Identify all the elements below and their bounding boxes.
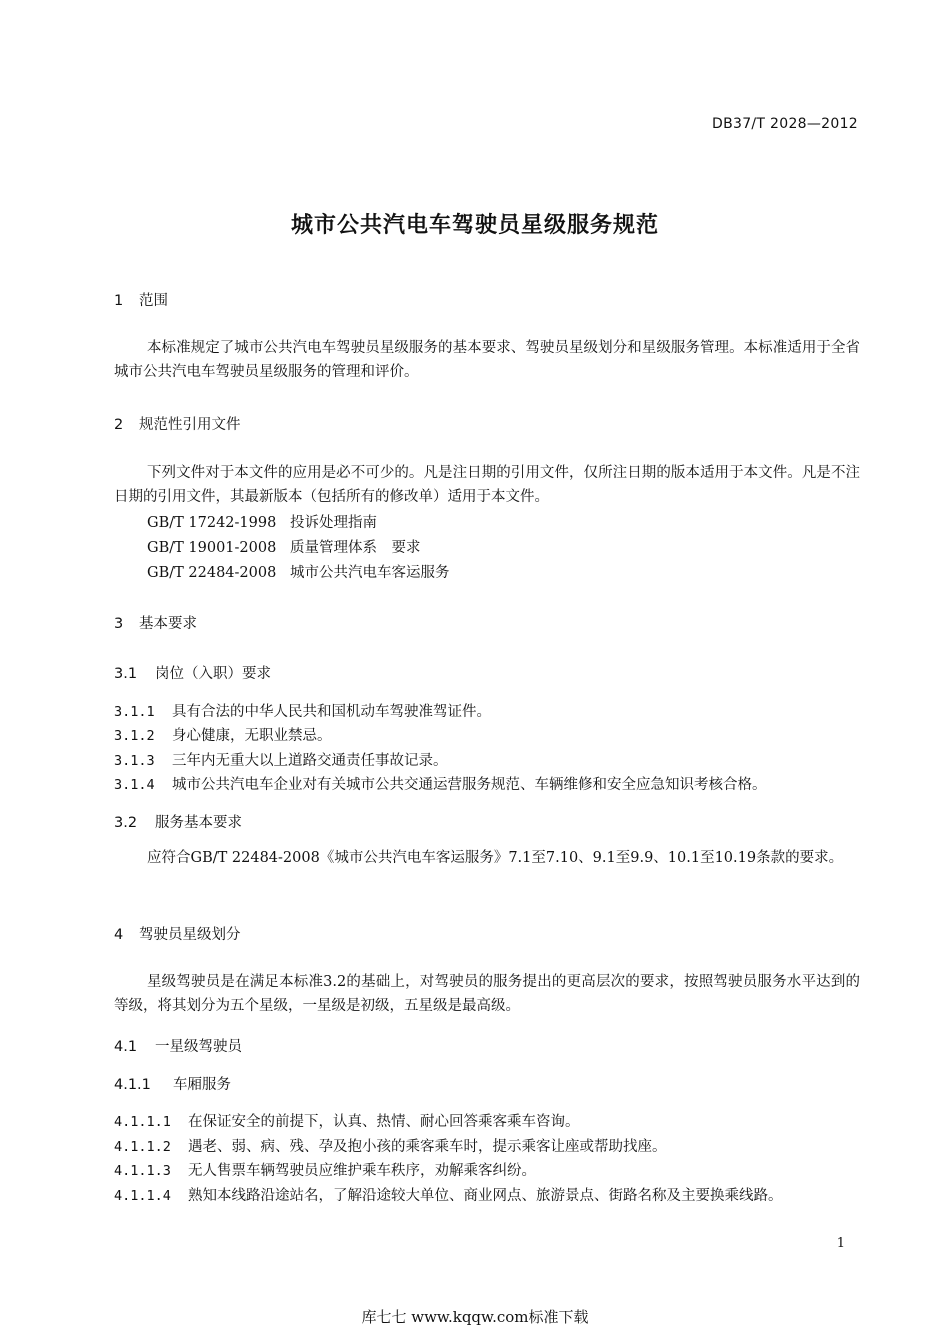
section-1-title: 范围 [139, 293, 168, 309]
section-3-1-title: 岗位（入职）要求 [155, 666, 271, 682]
clause-number: 4.1.1.3 [114, 1163, 171, 1179]
section-3-1-number: 3.1 [114, 666, 138, 682]
section-3-number: 3 [114, 616, 124, 632]
clause-number: 4.1.1.2 [114, 1139, 171, 1155]
clause-number: 4.1.1.1 [114, 1114, 171, 1130]
clause-text: 熟知本线路沿途站名，了解沿途较大单位、商业网点、旅游景点、街路名称及主要换乘线路。 [188, 1188, 783, 1204]
clause-item [114, 1184, 783, 1205]
section-1-paragraph: 本标准规定了城市公共汽电车驾驶员星级服务的基本要求、驾驶员星级划分和星级服务管理。本标准适用于全省城市公共汽电车驾驶员星级服务的管理和评价。 [114, 340, 860, 380]
clause-text: 三年内无重大以上道路交通责任事故记录。 [172, 753, 448, 769]
clause-item [114, 749, 448, 770]
clause-text: 身心健康，无职业禁忌。 [172, 728, 332, 744]
clause-text: 城市公共汽电车企业对有关城市公共交通运营服务规范、车辆维修和安全应急知识考核合格。 [172, 777, 767, 793]
section-4-title: 驾驶员星级划分 [139, 927, 241, 943]
reference-item [147, 536, 421, 557]
clause-number: 3.1.2 [114, 728, 155, 744]
section-4-1-1-heading [114, 1073, 231, 1094]
clause-item [114, 1135, 667, 1156]
section-3-heading [114, 612, 197, 633]
reference-title: 城市公共汽电车客运服务 [290, 565, 450, 581]
standard-code: DB37/T 2028—2012 [712, 116, 858, 132]
clause-item [114, 773, 767, 794]
section-3-1-heading [114, 662, 271, 683]
section-3-2-number: 3.2 [114, 815, 138, 831]
reference-code: GB/T 19001-2008 [147, 540, 277, 556]
clause-item [114, 724, 332, 745]
section-3-2-heading [114, 811, 242, 832]
clause-text: 在保证安全的前提下，认真、热情、耐心回答乘客乘车咨询。 [188, 1114, 580, 1130]
section-2-paragraph: 下列文件对于本文件的应用是必不可少的。凡是注日期的引用文件，仅所注日期的版本适用于本文件。凡是不注日期的引用文件，其最新版本（包括所有的修改单）适用于本文件。 [114, 465, 860, 505]
section-4-1-title: 一星级驾驶员 [155, 1039, 242, 1055]
clause-item [114, 1110, 580, 1131]
page-number: 1 [836, 1236, 845, 1251]
clause-number: 3.1.1 [114, 704, 155, 720]
section-3-2-title: 服务基本要求 [155, 815, 242, 831]
section-4-1-heading [114, 1035, 242, 1056]
section-3-2-paragraph: 应符合GB/T 22484-2008《城市公共汽电车客运服务》7.1至7.10、9.1至9.9、10.1至10.19条款的要求。 [147, 850, 844, 866]
section-4-1-number: 4.1 [114, 1039, 138, 1055]
section-2-number: 2 [114, 417, 124, 433]
clause-number: 3.1.4 [114, 777, 155, 793]
section-2-title: 规范性引用文件 [139, 417, 241, 433]
reference-code: GB/T 17242-1998 [147, 515, 277, 531]
section-4-number: 4 [114, 927, 124, 943]
reference-title: 质量管理体系 要求 [290, 540, 421, 556]
section-4-1-1-title: 车厢服务 [173, 1077, 231, 1093]
clause-text: 遇老、弱、病、残、孕及抱小孩的乘客乘车时，提示乘客让座或帮助找座。 [188, 1139, 667, 1155]
reference-code: GB/T 22484-2008 [147, 565, 277, 581]
footer-watermark: 库七七 www.kqqw.com标准下载 [361, 1308, 589, 1326]
clause-text: 无人售票车辆驾驶员应维护乘车秩序，劝解乘客纠纷。 [188, 1163, 536, 1179]
section-3-title: 基本要求 [139, 616, 197, 632]
document-title: 城市公共汽电车驾驶员星级服务规范 [290, 213, 659, 238]
clause-number: 3.1.3 [114, 753, 155, 769]
section-4-1-1-number: 4.1.1 [114, 1077, 151, 1093]
section-1-heading [114, 289, 168, 310]
reference-item [147, 511, 377, 532]
section-2-heading [114, 413, 241, 434]
clause-item [114, 1159, 536, 1180]
reference-item [147, 561, 450, 582]
section-4-heading [114, 923, 241, 944]
reference-title: 投诉处理指南 [290, 515, 377, 531]
clause-number: 4.1.1.4 [114, 1188, 171, 1204]
clause-item [114, 700, 491, 721]
section-4-paragraph: 星级驾驶员是在满足本标准3.2的基础上，对驾驶员的服务提出的更高层次的要求，按照驾驶员服务水平达到的等级，将其划分为五个星级，一星级是初级，五星级是最高级。 [114, 974, 860, 1014]
clause-text: 具有合法的中华人民共和国机动车驾驶准驾证件。 [172, 704, 491, 720]
section-1-number: 1 [114, 293, 124, 309]
